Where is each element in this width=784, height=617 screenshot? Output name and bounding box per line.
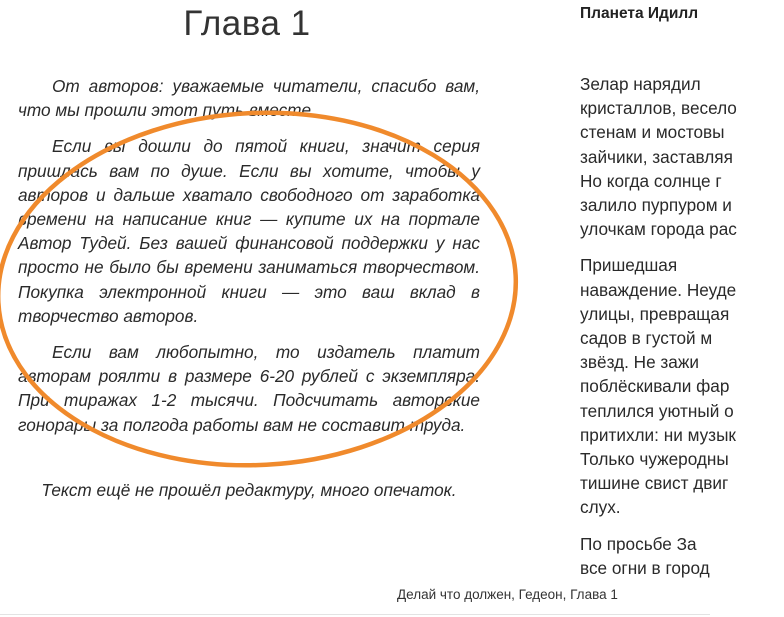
body-line: улочкам города рас [580,219,737,240]
book-title: Планета Идилл [580,5,699,22]
chapter-title: Глава 1 [183,4,311,43]
body-paragraph-3 [544,532,784,580]
authors-note-paragraph-2: Если вы дошли до пятой книги, значит серия пришлась вам по душе. Если вы хотите, чтобы у авторов и дальше хватало свободного от заработка времени на написание книг — купите их на портале Автор Тудей. Без вашей финансовой поддержки у нас просто не было бы времени заниматься творчеством. Покупка электронной книги — это ваш вклад в творчество авторов. [18,136,480,326]
body-paragraph-2 [544,253,784,519]
body-line: По просьбе За [580,533,697,554]
right-page [544,0,737,617]
authors-note-paragraph-3: Если вам любопытно, то издатель платит авторам роялти в размере 6-20 рублей с экземпляра. При тиражах 1-2 тысячи. Подсчитать авторские гонорары за полгода работы вам не составит труда. [18,342,480,435]
body-line: поблёскивали фар [580,376,730,397]
body-line: зайчики, заставляя [580,146,733,167]
authors-note-paragraph-1: От авторов: уважаемые читатели, спасибо вам, что мы прошли этот путь вместе. [18,76,480,121]
body-line: звёзд. Не зажи [580,352,699,373]
body-line: тишине свист двиг [580,473,729,494]
chapter-body-text [544,72,784,592]
body-paragraph-1 [544,72,784,241]
body-line: садов в густой м [580,328,713,349]
body-line: Только чужеродны [580,449,729,470]
body-line: теплился уютный о [580,400,734,421]
body-line: улицы, превращая [580,303,730,324]
page-footer: Делай что должен, Гедеон, Глава 1 [397,587,618,602]
body-line: все огни в город [580,557,710,578]
body-line: слух. [580,497,621,518]
body-line: наваждение. Неуде [580,279,737,300]
editing-note: Текст ещё не прошёл редактуру, много опечаток. [41,480,457,500]
body-line: Но когда солнце г [580,170,722,191]
body-line: залило пурпуром и [580,195,732,216]
divider [0,614,710,615]
body-line: притихли: ни музык [580,424,736,445]
body-line: Зелар нарядил [580,74,701,94]
body-line: стенам и мостовы [580,122,725,143]
body-line: кристаллов, весело [580,98,737,119]
body-line: Пришедшая [580,255,678,276]
authors-note [18,74,480,449]
